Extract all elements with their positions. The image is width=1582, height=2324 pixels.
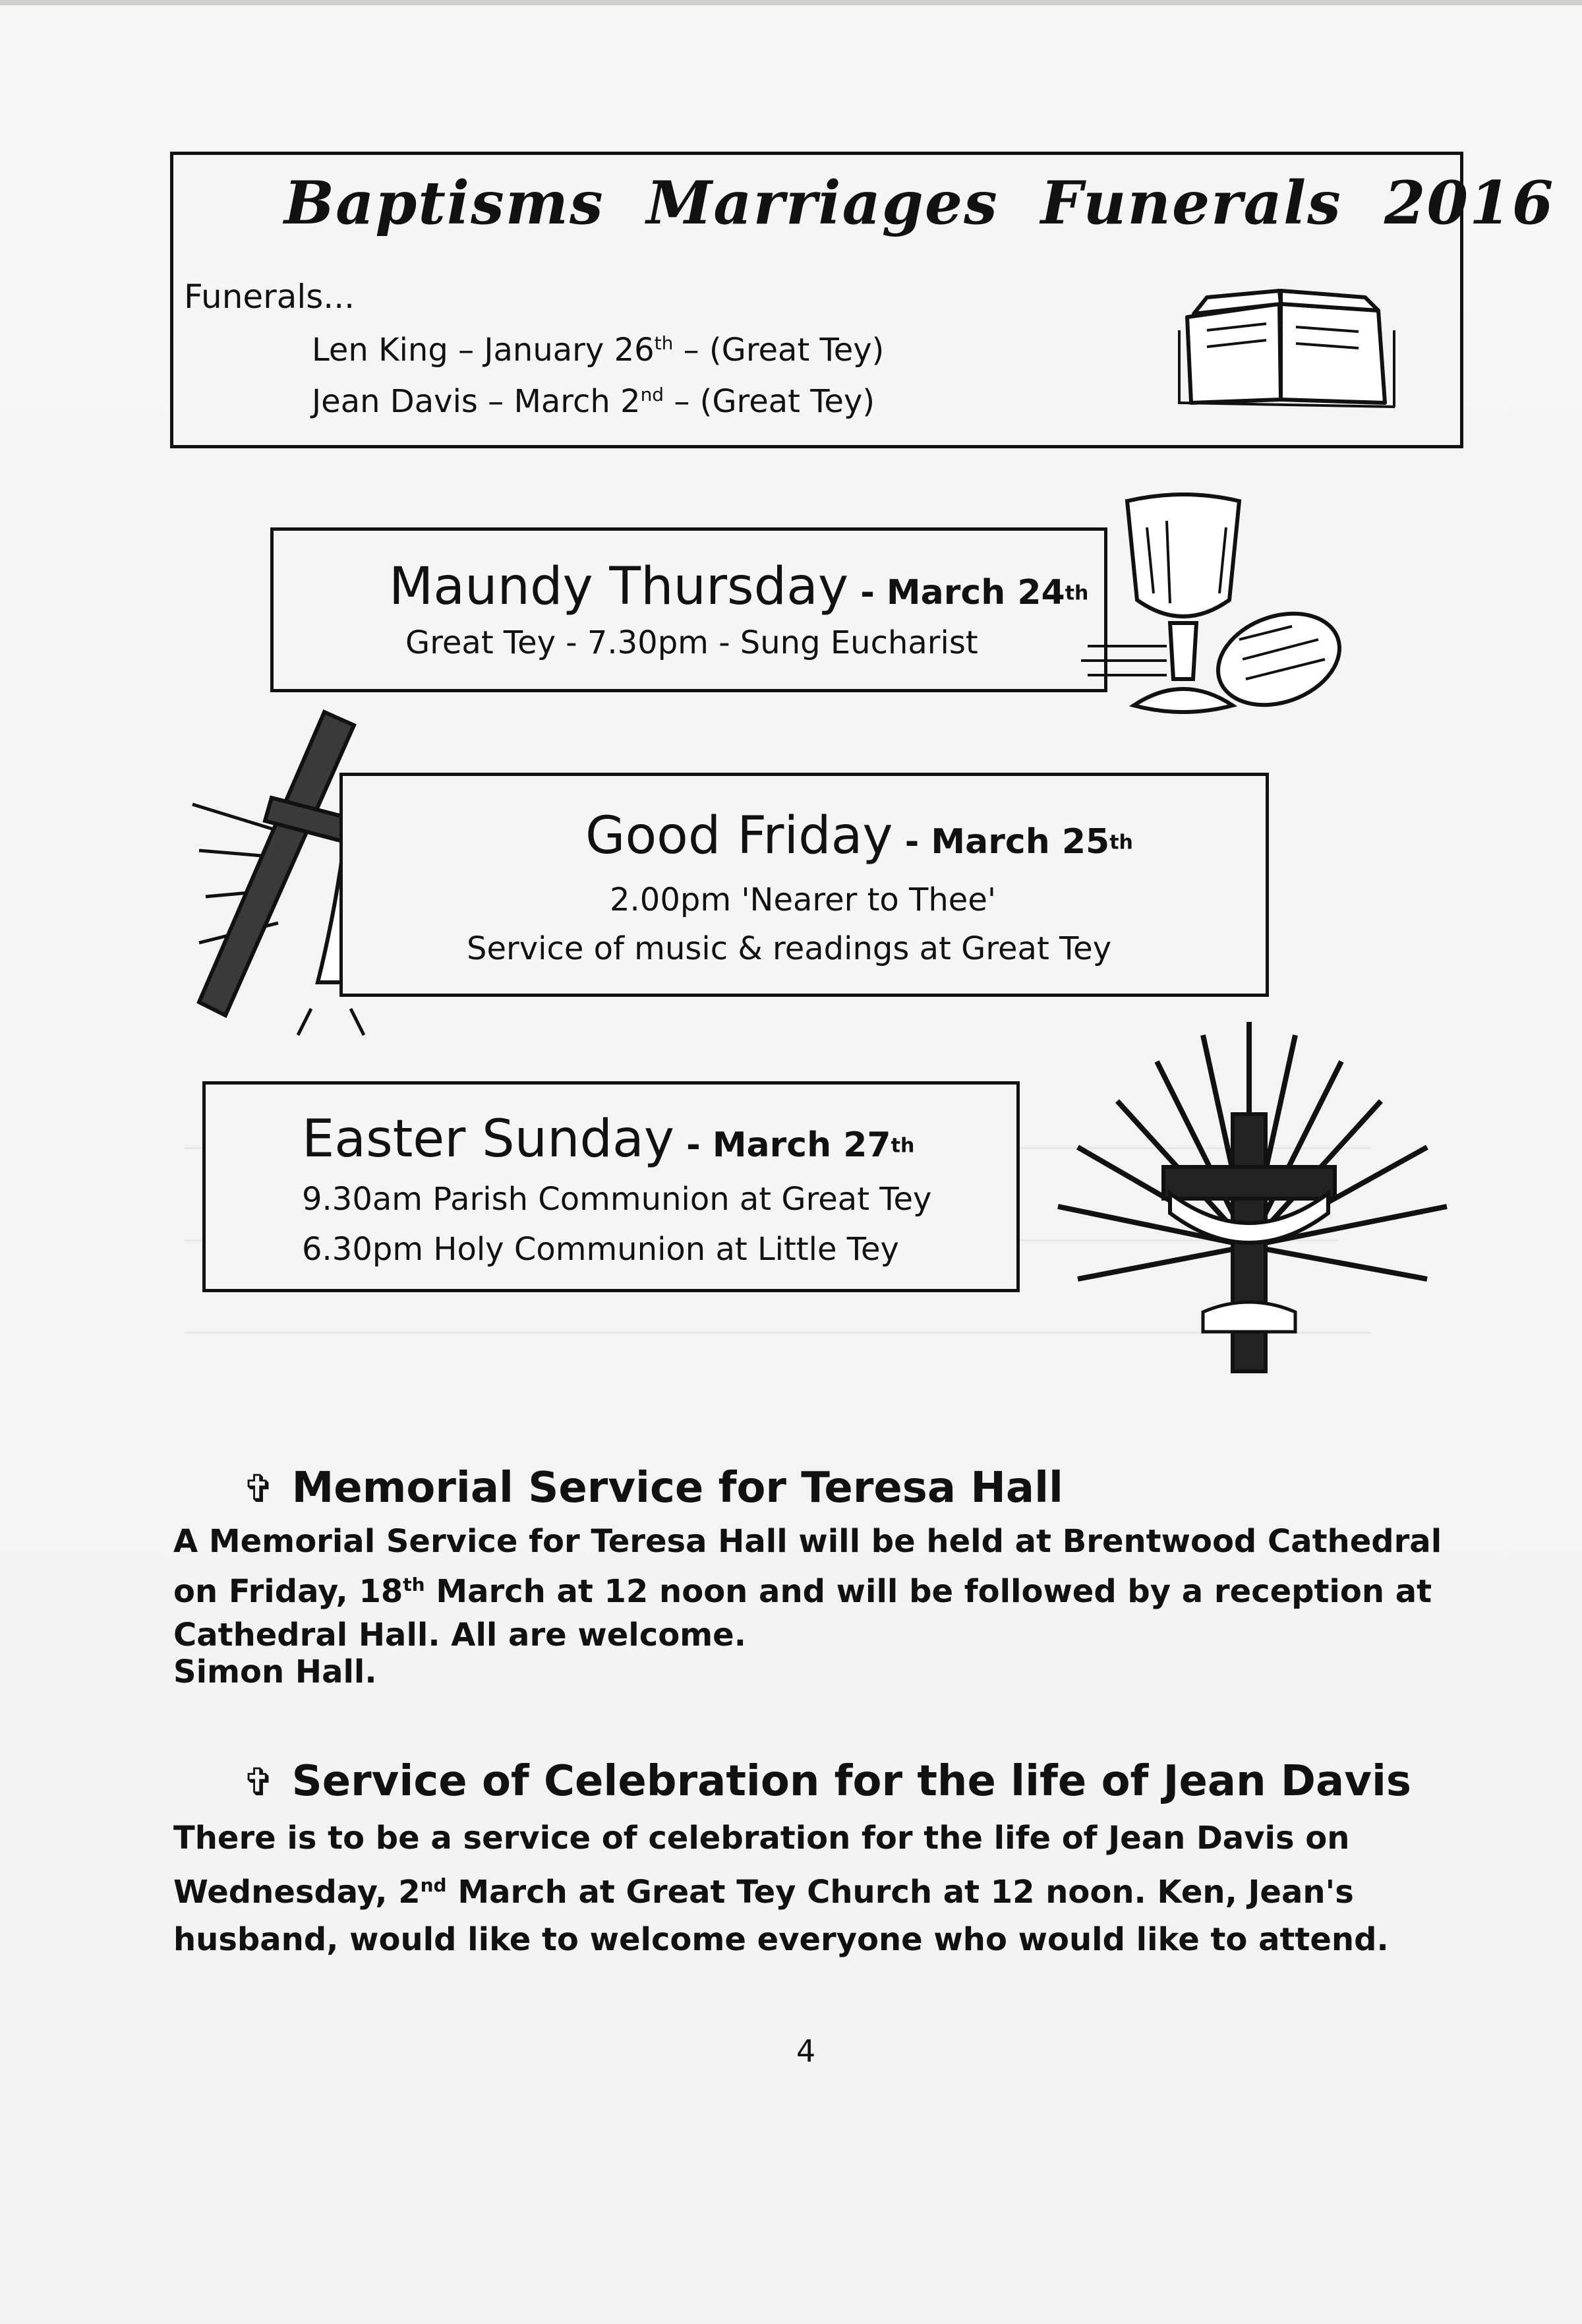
funeral-name: Jean Davis	[312, 383, 478, 420]
title-word-baptisms: Baptisms	[284, 168, 604, 238]
event-detail: Great Tey - 7.30pm - Sung Eucharist	[405, 624, 978, 661]
funeral-entry	[312, 332, 884, 369]
funeral-name: Len King	[312, 332, 448, 369]
funeral-date-suffix: nd	[640, 384, 664, 405]
title-word-marriages: Marriages	[646, 168, 999, 238]
memorial-text-part: A Memorial Service for Teresa Hall will be held at Brentwood Cathedral on Friday, 18	[173, 1523, 1442, 1610]
event-detail: 6.30pm Holy Communion at Little Tey	[302, 1231, 899, 1268]
memorial-signature: Simon Hall.	[173, 1654, 377, 1690]
memorial-text	[173, 1520, 1459, 1657]
celebration-text-part: March at Great Tey Church at 12 noon. Ken, Jean's husband, would like to welcome everyone who would like to attend.	[173, 1874, 1389, 1958]
celebration-text-part: There is to be a service of celebration for the life of Jean Davis on Wednesday, 2	[173, 1820, 1350, 1911]
small-cross-icon: ✞	[243, 1760, 275, 1804]
event-date-sep: -	[848, 573, 887, 612]
funeral-date-suffix: th	[654, 332, 674, 354]
celebration-heading	[243, 1757, 1411, 1806]
chalice-bread-icon	[1074, 488, 1351, 738]
celebration-text-sup: nd	[420, 1874, 447, 1896]
funeral-date: January 26	[484, 332, 655, 369]
funerals-label: Funerals...	[184, 278, 355, 316]
title-word-funerals: Funerals	[1040, 168, 1342, 238]
memorial-text-sup: th	[403, 1574, 425, 1595]
event-date: March 25	[931, 822, 1110, 862]
funeral-date: March 2	[513, 383, 641, 420]
notice-title	[284, 168, 1554, 238]
event-date: March 24	[886, 573, 1065, 612]
event-detail: 2.00pm 'Nearer to Thee'	[610, 881, 997, 918]
event-name: Easter Sunday	[302, 1110, 675, 1169]
funeral-dash: –	[458, 332, 475, 369]
event-name: Good Friday	[585, 806, 893, 866]
event-detail: 9.30am Parish Communion at Great Tey	[302, 1181, 932, 1218]
event-name: Maundy Thursday	[389, 557, 849, 616]
cross-rays-icon	[1038, 1015, 1467, 1385]
memorial-heading-text: Memorial Service for Teresa Hall	[291, 1464, 1063, 1512]
page-number: 4	[796, 2033, 816, 2069]
page-edge	[0, 0, 1582, 5]
event-detail: Service of music & readings at Great Tey	[467, 930, 1112, 967]
event-date-sep: -	[893, 822, 931, 862]
event-box-maundy-thursday	[270, 527, 1107, 692]
open-book-icon	[1167, 278, 1405, 416]
memorial-heading	[243, 1464, 1063, 1512]
funeral-entry	[312, 383, 875, 420]
funeral-dash: –	[488, 383, 504, 420]
funerals-notice-box	[170, 152, 1555, 448]
event-heading	[585, 806, 1133, 866]
event-date-suffix: th	[1065, 581, 1089, 605]
celebration-text	[173, 1814, 1459, 1963]
event-heading	[389, 557, 1088, 616]
memorial-text-part: March at 12 noon and will be followed by a reception at Cathedral Hall. All are welcome.	[173, 1573, 1432, 1654]
celebration-heading-text: Service of Celebration for the life of Jean Davis	[291, 1757, 1411, 1806]
funeral-place: – (Great Tey)	[683, 332, 885, 369]
event-date-suffix: th	[891, 1134, 915, 1158]
event-heading	[302, 1110, 914, 1169]
funeral-place: – (Great Tey)	[674, 383, 875, 420]
event-box-good-friday	[339, 773, 1269, 997]
event-date: March 27	[712, 1125, 891, 1165]
event-box-easter-sunday	[202, 1081, 1020, 1292]
small-cross-icon: ✞	[243, 1466, 275, 1511]
event-date-suffix: th	[1109, 831, 1133, 854]
title-year: 2016	[1384, 168, 1555, 238]
event-date-sep: -	[674, 1125, 713, 1165]
